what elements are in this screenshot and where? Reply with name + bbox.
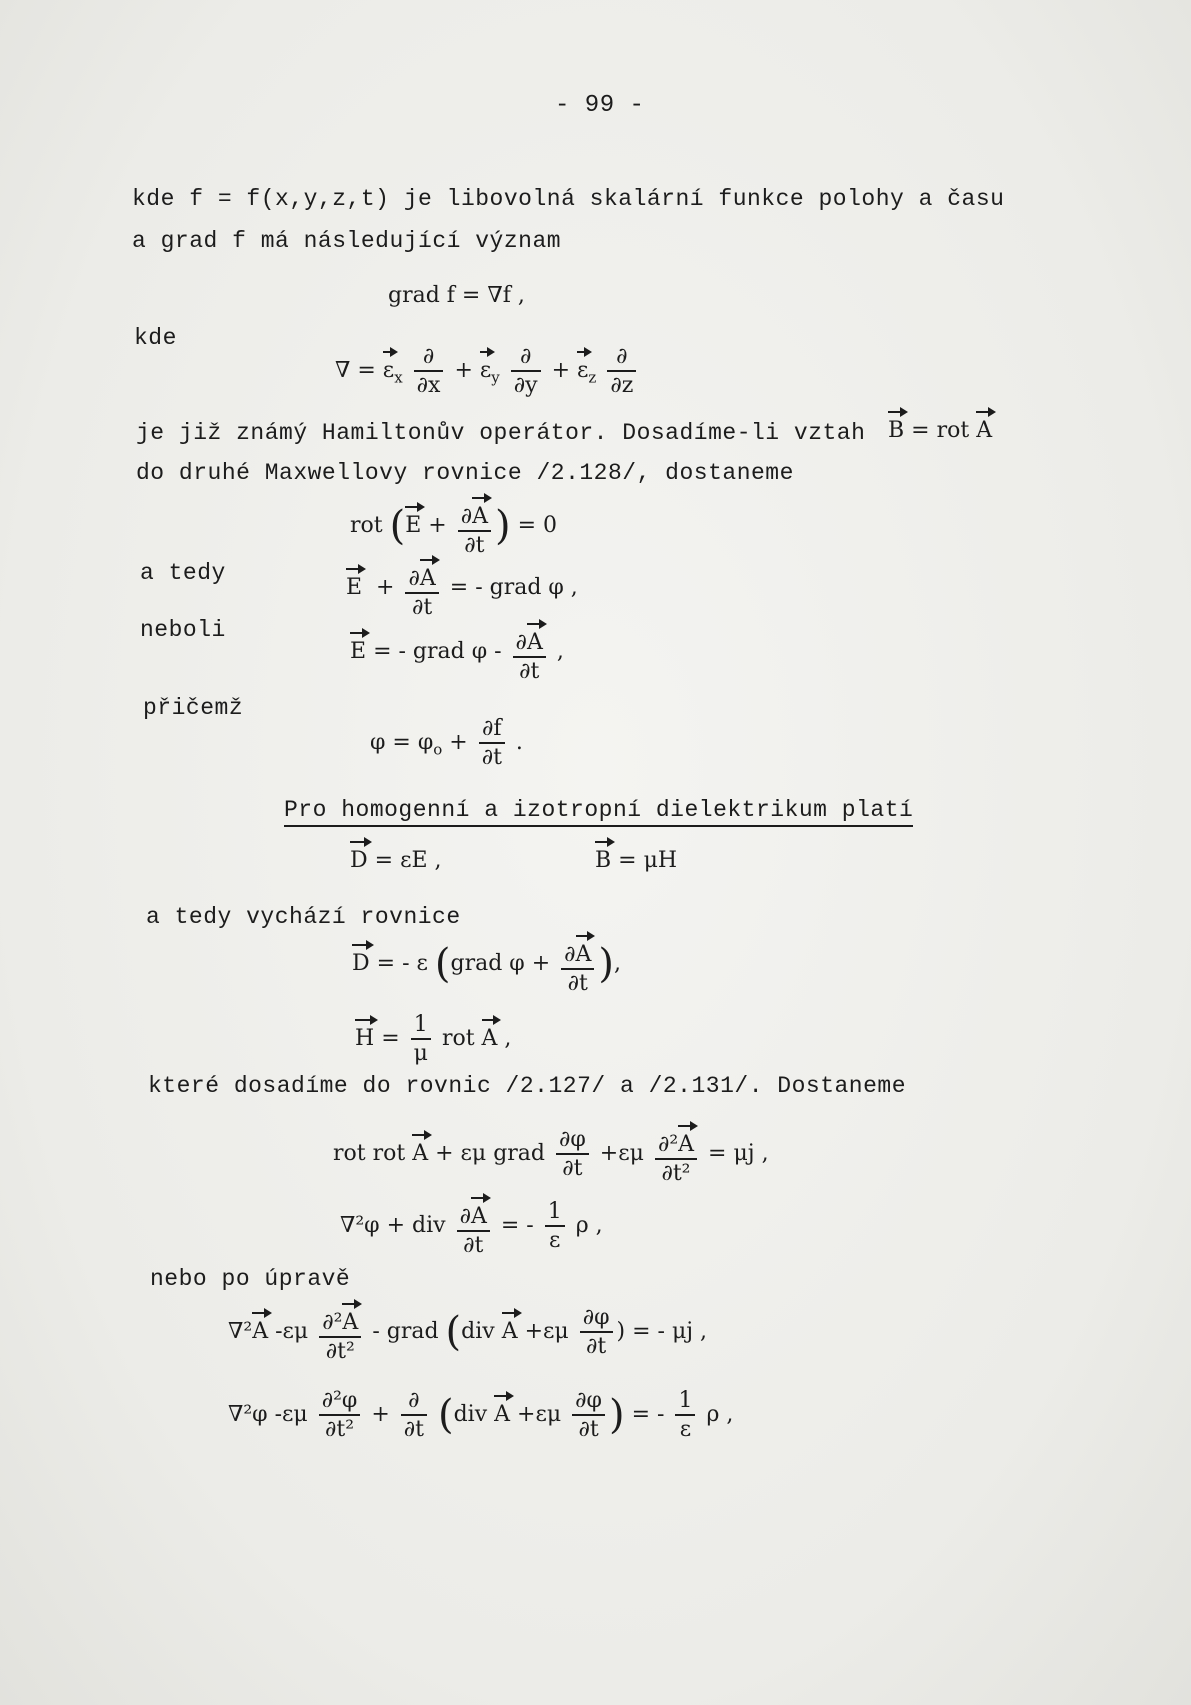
paragraph-line: a tedy vychází rovnice xyxy=(146,904,461,930)
paragraph-line: kde f = f(x,y,z,t) je libovolná skalární funkce polohy a času xyxy=(132,186,1005,212)
equation-E-gradphi: E + $\frac{\partial A}{\partial t}$ = - grad φ , xyxy=(346,556,578,620)
equation-wave-A: ∇²A -εμ $\frac{\text{∂²A}}{\text{∂t²}}$ - grad (div A +εμ $\frac{\partial\varphi}{\partial t}$ ) = - μj , xyxy=(228,1300,707,1364)
paragraph-line: a grad f má následující význam xyxy=(132,228,562,254)
label-kde: kde xyxy=(134,325,177,351)
equation-rot-E: rot (E + $\frac{\partial A}{\partial t}$ ) = 0 xyxy=(350,494,557,558)
page-number: - 99 - xyxy=(555,92,645,119)
equation-B-mu-H: B = μH xyxy=(595,838,677,873)
equation-E-explicit: E = - grad φ - $\frac{\partial A}{\partial t}$ , xyxy=(350,620,564,684)
equation-wave-phi: ∇²φ -εμ $\frac{\text{∂²φ}}{\text{∂t²}}$ + $\frac{\partial}{\partial t}$ (div A +εμ $\frac{\partial\varphi}{\partial t}$ ) = - $\frac{1}{\varepsilon}$ ρ , xyxy=(228,1388,734,1442)
label-a-tedy: a tedy xyxy=(140,560,226,586)
equation-nabla: ∇ = $\varepsilon_x$ $\frac{\partial}{\partial x}$ + $\varepsilon_y$ $\frac{\partial}{\partial y}$ + $\varepsilon_z$ $\frac{\partial}{\partial z}$ xyxy=(335,344,640,398)
equation-grad: grad f = ∇f , xyxy=(388,283,525,308)
equation-D-long: D = - ε (grad φ + $\frac{\partial A}{\partial t}$ ), xyxy=(352,932,621,996)
unit-vector-z: ε xyxy=(577,348,588,383)
unit-vector-x: ε xyxy=(383,348,394,383)
equation-H: H = $\frac{1}{\mu}$ rot A , xyxy=(355,1012,512,1066)
label-pricemz: přičemž xyxy=(143,695,244,721)
equation-nabla2-phi: ∇²φ + div $\frac{\partial A}{\partial t}$ = - $\frac{1}{\varepsilon}$ ρ , xyxy=(340,1194,603,1258)
equation-phi: $\varphi = \varphi_o$ + $\frac{\partial f}{\partial t}$ . xyxy=(370,716,523,770)
paragraph-line: nebo po úpravě xyxy=(150,1266,351,1292)
equation-rot-rot: rot rot A + εμ grad $\frac{\partial\varphi}{\partial t}$ +εμ $\frac{\text{∂²A}}{\text{∂t²}}$ = μj , xyxy=(333,1122,769,1186)
paragraph-line: které dosadíme do rovnic /2.127/ a /2.131/. Dostaneme xyxy=(148,1073,907,1099)
section-heading: Pro homogenní a izotropní dielektrikum platí xyxy=(284,797,913,823)
equation-B-rot-A: B = rot A xyxy=(888,408,992,443)
paragraph-line: je již známý Hamiltonův operátor. Dosadíme-li vztah xyxy=(136,420,866,446)
paragraph-line: do druhé Maxwellovy rovnice /2.128/, dostaneme xyxy=(136,460,794,486)
equation-D-eps-E: D = εE , xyxy=(350,838,442,873)
unit-vector-y: ε xyxy=(480,348,491,383)
label-neboli: neboli xyxy=(140,617,226,643)
